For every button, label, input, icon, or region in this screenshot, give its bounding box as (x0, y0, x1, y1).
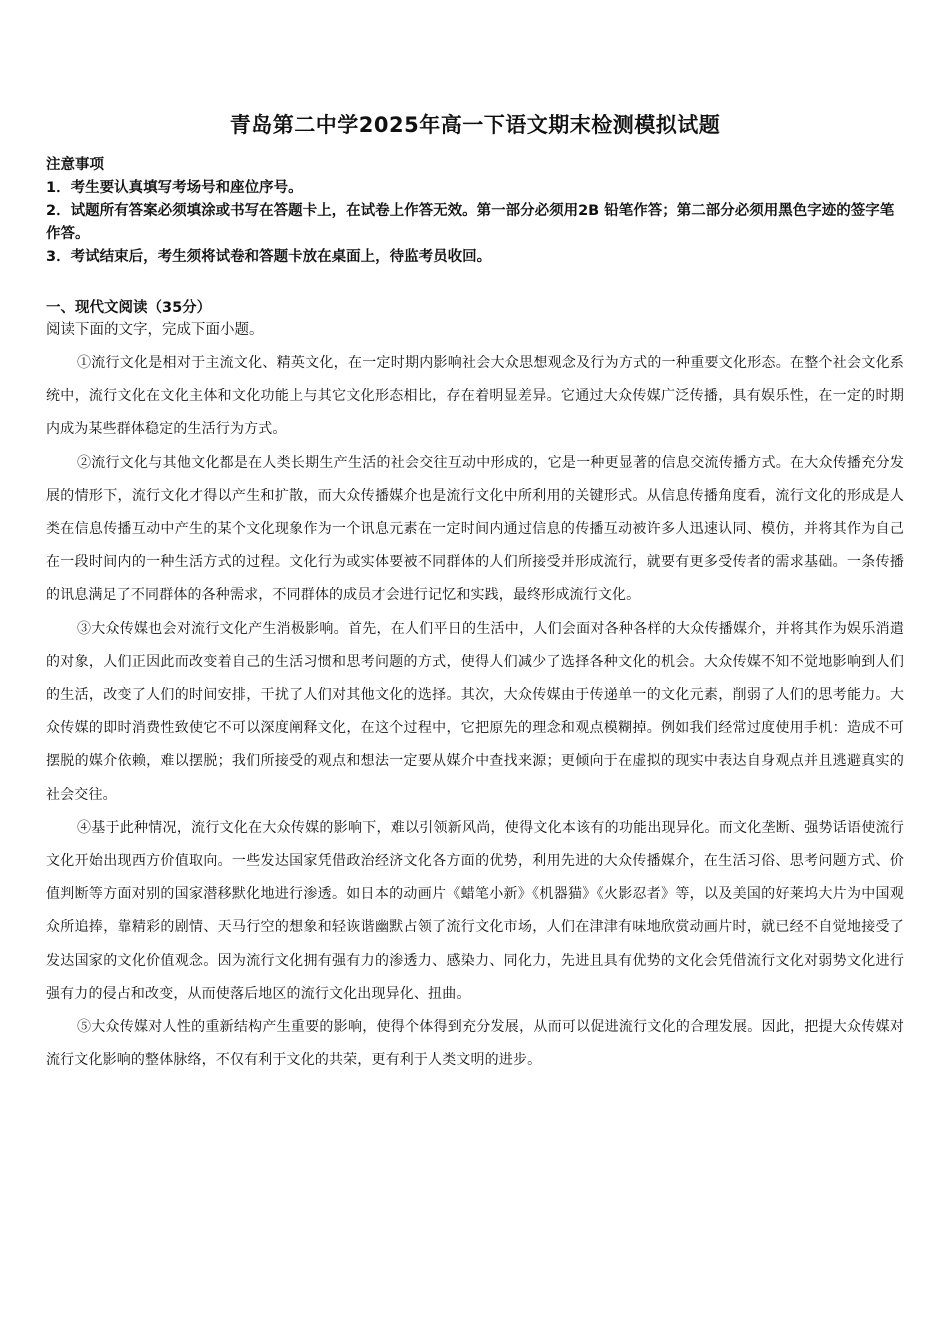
passage-paragraph: ②流行文化与其他文化都是在人类长期生产生活的社会交往互动中形成的，它是一种更显著的信息交流传播方式。在大众传播充分发展的情形下，流行文化才得以产生和扩散，而大众传播媒介也是流行文化中所利用的关键形式。从信息传播角度看，流行文化的形成是人类在信息传播互动中产生的某个文化现象作为一个讯息元素在一定时间内通过信息的传播互动被许多人迅速认同、模仿，并将其作为自己在一段时间内的一种生活方式的过程。文化行为或实体要被不同群体的人们所接受并形成流行，就要有更多受传者的需求基础。一条传播的讯息满足了不同群体的各种需求，不同群体的成员才会进行记忆和实践，最终形成流行文化。 (46, 454, 904, 604)
notice-block (46, 154, 904, 269)
section-heading: 一、现代文阅读（35分） (46, 300, 212, 316)
passage-paragraph: ④基于此种情况，流行文化在大众传媒的影响下，难以引领新风尚，使得文化本该有的功能出现异化。而文化垄断、强势话语使流行文化开始出现西方价值取向。一些发达国家凭借政治经济文化各方面的优势，利用先进的大众传播媒介，在生活习俗、思考问题方式、价值判断等方面对别的国家潜移默化地进行渗透。如日本的动画片《蜡笔小新》《机器猫》《火影忍者》等，以及美国的好莱坞大片为中国观众所追捧，靠精彩的剧情、天马行空的想象和轻诙谐幽默占领了流行文化市场，人们在津津有味地欣赏动画片时，就已经不自觉地接受了发达国家的文化价值观念。因为流行文化拥有强有力的渗透力、感染力、同化力，先进且具有优势的文化会凭借流行文化对弱势文化进行强有力的侵占和改变，从而使落后地区的流行文化出现异化、扭曲。 (46, 819, 904, 1002)
page-title: 青岛第二中学2025年高一下语文期末检测模拟试题 (229, 113, 721, 137)
reading-passage (46, 347, 904, 1077)
notice-item: 1．考生要认真填写考场号和座位序号。 (46, 180, 303, 196)
passage-paragraph: ③大众传媒也会对流行文化产生消极影响。首先，在人们平日的生活中，人们会面对各种各样的大众传播媒介，并将其作为娱乐消遣的对象，人们正因此而改变着自己的生活习惯和思考问题的方式，使得人们减少了选择各种文化的机会。大众传媒不知不觉地影响到人们的生活，改变了人们的时间安排，干扰了人们对其他文化的选择。其次，大众传媒由于传递单一的文化元素，削弱了人们的思考能力。大众传媒的即时消费性致使它不可以深度阐释文化，在这个过程中，它把原先的理念和观点模糊掉。例如我们经常过度使用手机：造成不可摆脱的媒介依赖，难以摆脱；我们所接受的观点和想法一定要从媒介中查找来源；更倾向于在虚拟的现实中表达自身观点并且逃避真实的社会交往。 (46, 620, 904, 803)
notice-item: 3．考试结束后，考生须将试卷和答题卡放在桌面上，待监考员收回。 (46, 249, 492, 265)
section-instruction: 阅读下面的文字，完成下面小题。 (46, 322, 264, 338)
notice-item: 2．试题所有答案必须填涂或书写在答题卡上，在试卷上作答无效。第一部分必须用2B 铅笔作答；第二部分必须用黑色字迹的签字笔作答。 (46, 203, 895, 242)
notice-heading: 注意事项 (46, 157, 104, 173)
passage-paragraph: ⑤大众传媒对人性的重新结构产生重要的影响，使得个体得到充分发展，从而可以促进流行文化的合理发展。因此，把提大众传媒对流行文化影响的整体脉络，不仅有利于文化的共荣，更有利于人类文明的进步。 (46, 1019, 904, 1069)
passage-paragraph: ①流行文化是相对于主流文化、精英文化，在一定时期内影响社会大众思想观念及行为方式的一种重要文化形态。在整个社会文化系统中，流行文化在文化主体和文化功能上与其它文化形态相比，存在着明显差异。它通过大众传媒广泛传播，具有娱乐性，在一定的时期内成为某些群体稳定的生活行为方式。 (46, 355, 904, 438)
